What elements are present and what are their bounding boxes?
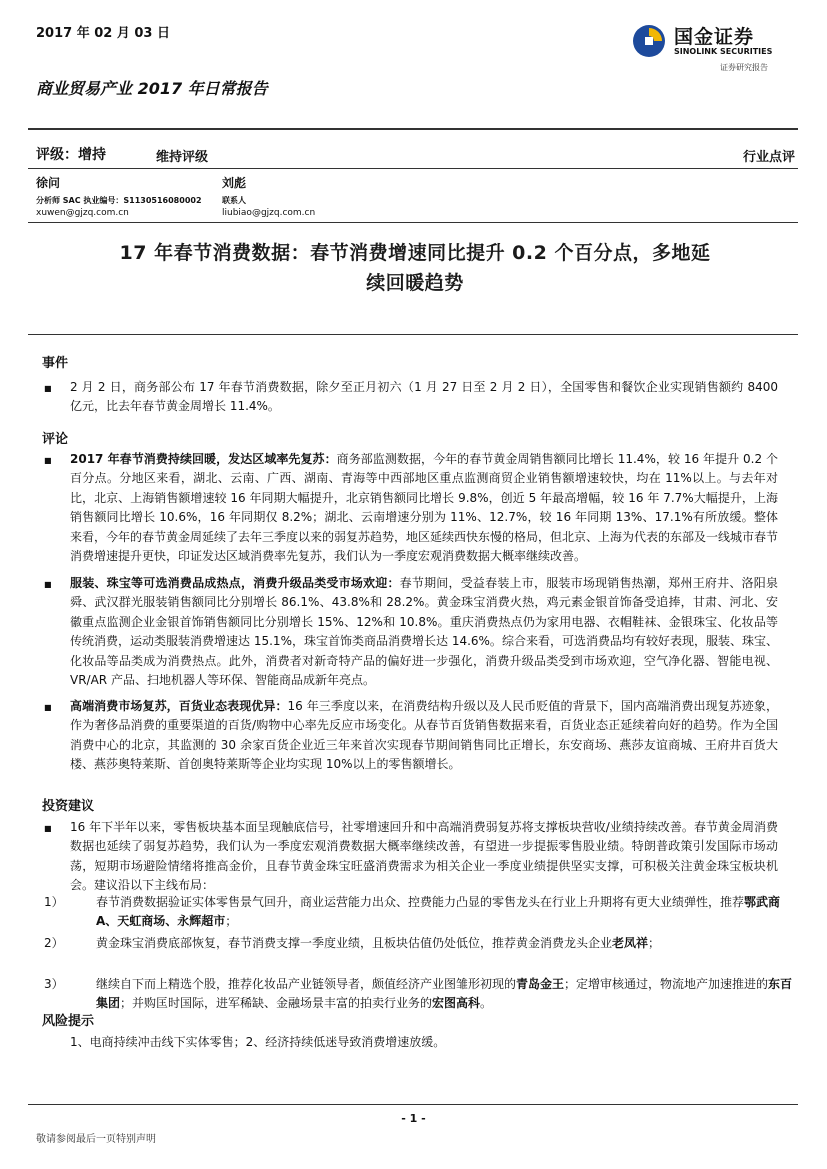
headline-line: 17 年春节消费数据：春节消费增速同比提升 0.2 个百分点，多地延 — [119, 242, 711, 264]
recommended-stocks: 鄂武商 A、天虹商场、永辉超市 — [96, 895, 781, 929]
recommended-stocks: 老凤祥 — [612, 936, 649, 950]
author-block — [36, 174, 202, 218]
logo-subtitle: 证券研究报告 — [720, 63, 768, 72]
item-text: ；并购匡时国际，进军稀缺、金融场景丰富的拍卖行业务的 — [120, 996, 433, 1011]
company-logo — [632, 18, 792, 76]
author-title: 分析师 SAC 执业编号：S1130516080002 — [36, 196, 202, 205]
bullet-icon: ■ — [44, 456, 52, 465]
item-text: ；定增审核通过，物流地产加速推进的 — [564, 977, 769, 991]
headline — [40, 238, 790, 298]
author-name: 刘彪 — [222, 176, 247, 190]
divider — [28, 334, 798, 335]
item-text: 继续自下而上精选个股，推荐化妆品产业链领导者，颇值经济产业图雏形初现的 — [96, 977, 517, 991]
recommended-stocks: 东百集团 — [96, 977, 793, 1011]
comment-paragraph — [70, 697, 778, 775]
comment-paragraph — [70, 450, 778, 566]
item-text: 春节消费数据验证实体零售景气回升，商业运营能力出众、控费能力凸显的零售龙头在行业上升期将有更大业绩弹性，推荐 — [96, 895, 745, 909]
footer-note: 敬请参阅最后一页特别声明 — [36, 1134, 156, 1145]
author-email: liubiao@gjzq.com.cn — [222, 208, 316, 218]
author-name: 徐问 — [36, 176, 61, 190]
section-heading-risk: 风险提示 — [42, 1014, 95, 1029]
comment-paragraph — [70, 574, 778, 690]
logo-english-name: SINOLINK SECURITIES — [674, 47, 773, 56]
divider — [28, 1104, 798, 1105]
section-heading-comments: 评论 — [42, 432, 69, 447]
report-series-title: 商业贸易产业 2017 年日常报告 — [36, 79, 268, 98]
item-text: ； — [225, 914, 238, 929]
recommended-stocks: 青岛金王 — [516, 977, 565, 991]
comment-body: 16 年三季度以来，在消费结构升级以及人民币贬值的背景下，国内高端消费出现复苏迹象，作为奢侈品消费的重要渠道的百货/购物中心率先反应市场变化。从春节百货销售数据来看，百货业态正延续着向好的趋势。作为全国消费中心的北京，其监测的 30 余家百货企业近三年来首次实现春节期间销售同比正增长，东安商场、燕莎友谊商城、王府井百货大楼、燕莎奥特莱斯、首创奥特莱斯等企业均实现 10%以上的零售额增长。 — [70, 699, 778, 772]
logo-mark-icon — [632, 24, 666, 58]
author-title: 联系人 — [222, 196, 246, 205]
divider — [28, 128, 798, 130]
bullet-icon: ■ — [44, 580, 52, 589]
advice-item — [44, 934, 804, 953]
events-paragraph: 2 月 2 日，商务部公布 17 年春节消费数据，除夕至正月初六（1 月 27 日至 2 月 2 日），全国零售和餐饮企业实现销售额约 8400 亿元，比去年春节黄金周增长 11.4%。 — [70, 380, 778, 414]
section-heading-advice: 投资建议 — [42, 799, 95, 814]
item-number: 3） — [44, 977, 64, 991]
divider — [28, 168, 798, 169]
rating-maintain: 维持评级 — [156, 150, 209, 165]
author-email: xuwen@gjzq.com.cn — [36, 208, 129, 218]
item-text: ； — [648, 936, 661, 950]
advice-item — [44, 893, 804, 932]
recommended-stocks: 宏图高科 — [432, 996, 481, 1011]
advice-item — [44, 975, 804, 1014]
bullet-icon: ■ — [44, 703, 52, 712]
advice-paragraph: 16 年下半年以来，零售板块基本面呈现触底信号，社零增速回升和中高端消费弱复苏将支撑板块营收/业绩持续改善。春节黄金周消费数据也延续了弱复苏趋势，我们认为一季度宏观消费数据大概率继续改善，有望进一步提振零售股业绩。特朗普政策引发国际市场动荡，短期市场避险情绪将推高金价，且春节黄金珠宝旺盛消费需求为相关企业一季度业绩提供坚实支撑，可积极关注黄金珠宝板块机会。建议沿以下主线布局： — [70, 820, 778, 893]
author-block — [222, 174, 315, 218]
comment-lead: 2017 年春节消费持续回暖，发达区域率先复苏： — [70, 452, 337, 466]
comment-body: 商务部监测数据，今年的春节黄金周销售额同比增长 11.4%，较 16 年提升 0.2 个百分点。分地区来看，湖北、云南、广西、湖南、青海等中西部地区重点监测商贸企业销售额增速较快，均在 11%以上。与去年对比，北京、上海销售额增速较 16 年同期大幅提升，北京销售额同比增长 9.8%，创近 5 年最高增幅，较 16 年 7.7%大幅提升，上海销售额同比增长 10.6%，16 年同期仅 8.2%；湖北、云南增速分别为 11%、12.7%，较 16 年同期 13%、17.1%有所放缓。整体来看，今年的春节黄金周延续了去年三季度以来的弱复苏趋势，地区延续西快东慢的格局，但北京、上海为代表的东部及一线城市春节消费增速提升更快，印证发达区域消费率先复苏，我们认为一季度宏观消费数据大概率继续改善。 — [70, 452, 779, 564]
section-heading-events: 事件 — [42, 356, 69, 371]
bullet-icon: ■ — [44, 384, 52, 393]
headline-line: 续回暖趋势 — [366, 272, 464, 294]
rating-label: 评级：增持 — [36, 147, 106, 163]
report-date: 2017 年 02 月 03 日 — [36, 26, 170, 41]
comment-body: 春节期间，受益春装上市，服装市场现销售热潮，郑州王府井、洛阳泉舜、武汉群光服装销售额同比分别增长 86.1%、43.8%和 28.2%。黄金珠宝消费火热，鸡元素金银首饰备受追捧，甘肃、河北、安徽重点监测企业金银首饰销售额同比分别增长 15%、12%和 10.8%。重庆消费热点仍为家用电器、衣帽鞋袜、金银珠宝、化妆品等传统消费，运动类服装消费增速达 15.1%，珠宝首饰类商品消费增长达 14.6%。综合来看，可选消费品均有较好表现，服装、珠宝、化妆品等品类成为消费热点。此外，消费者对新奇特产品的偏好进一步强化，消费升级品类受到市场欢迎，空气净化器、智能电视、VR/AR 产品、扫地机器人等环保、智能商品成新年亮点。 — [70, 576, 778, 688]
comment-lead: 高端消费市场复苏，百货业态表现优异： — [70, 699, 288, 713]
page-number: - 1 - — [401, 1112, 426, 1125]
item-number: 1） — [44, 895, 64, 909]
logo-chinese-name: 国金证券 — [674, 26, 755, 48]
bullet-icon: ■ — [44, 824, 52, 833]
divider — [28, 222, 798, 223]
comment-lead: 服装、珠宝等可选消费品成热点，消费升级品类受市场欢迎： — [70, 576, 400, 590]
item-number: 2） — [44, 936, 64, 950]
risk-text: 1、电商持续冲击线下实体零售；2、经济持续低迷导致消费增速放缓。 — [70, 1035, 446, 1049]
report-category: 行业点评 — [742, 150, 795, 165]
item-text: 黄金珠宝消费底部恢复，春节消费支撑一季度业绩，且板块估值仍处低位，推荐黄金消费龙头企业 — [96, 936, 613, 950]
item-text: 。 — [480, 996, 493, 1011]
